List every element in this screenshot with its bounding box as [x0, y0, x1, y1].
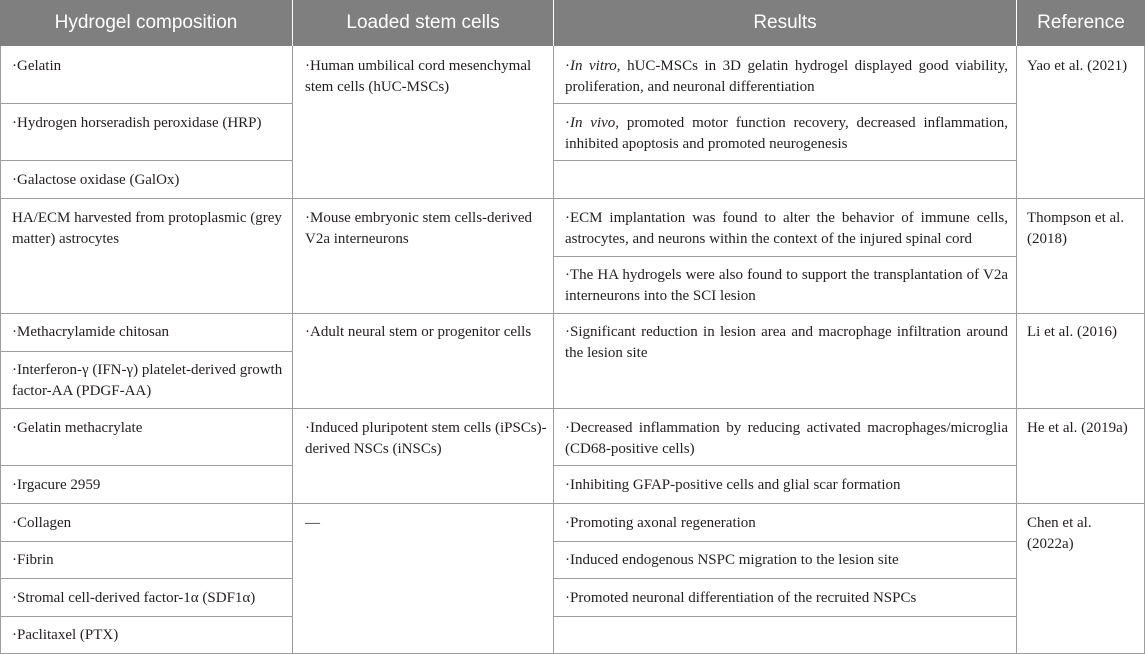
- composition-cell: ·Gelatin: [12, 58, 62, 74]
- stem-cells-cell: ·Induced pluripotent stem cells (iPSCs)-derived NSCs (iNSCs): [305, 420, 547, 457]
- subrow-divider: [553, 541, 1017, 542]
- subrow-divider: [0, 351, 293, 352]
- stem-cells-cell: —: [305, 515, 320, 531]
- subrow-divider: [553, 103, 1017, 104]
- row-group-divider: [0, 313, 1145, 314]
- subrow-divider: [553, 616, 1017, 617]
- row-group-divider: [0, 408, 1145, 409]
- composition-cell: ·Galactose oxidase (GalOx): [12, 172, 180, 188]
- column-divider: [553, 46, 554, 654]
- composition-cell: ·Irgacure 2959: [12, 477, 101, 493]
- composition-cell: ·Interferon-γ (IFN-γ) platelet-derived growth factor-AA (PDGF-AA): [12, 362, 283, 399]
- results-cell: ·In vitro, hUC-MSCs in 3D gelatin hydrogel displayed good viability, proliferation, and neuronal differentiation: [565, 58, 1008, 95]
- composition-cell: ·Stromal cell-derived factor-1α (SDF1α): [12, 590, 256, 606]
- subrow-divider: [0, 160, 293, 161]
- reference-cell: Li et al. (2016): [1027, 324, 1117, 340]
- results-cell: ·Promoted neuronal differentiation of the recruited NSPCs: [565, 590, 917, 606]
- subrow-divider: [0, 541, 293, 542]
- results-cell: ·The HA hydrogels were also found to support the transplantation of V2a interneurons into the SCI lesion: [565, 267, 1008, 304]
- results-cell: ·Promoting axonal regeneration: [565, 515, 756, 531]
- subrow-divider: [553, 465, 1017, 466]
- header-results: Results: [753, 12, 817, 33]
- row-group-divider: [0, 503, 1145, 504]
- stem-cells-cell: ·Human umbilical cord mesenchymal stem cells (hUC-MSCs): [305, 58, 532, 95]
- results-cell: ·In vivo, promoted motor function recovery, decreased inflammation, inhibited apoptosis and promoted neurogenesis: [565, 115, 1009, 152]
- composition-cell: ·Hydrogen horseradish peroxidase (HRP): [12, 115, 262, 131]
- stem-cells-cell: ·Adult neural stem or progenitor cells: [305, 324, 532, 340]
- results-cell: ·Induced endogenous NSPC migration to the lesion site: [565, 552, 899, 568]
- composition-cell: ·Gelatin methacrylate: [12, 420, 143, 436]
- results-cell: ·Decreased inflammation by reducing activated macrophages/microglia (CD68-positive cells): [565, 420, 1008, 457]
- results-cell: ·Significant reduction in lesion area and macrophage infiltration around the lesion site: [565, 324, 1008, 361]
- reference-cell: Yao et al. (2021): [1027, 58, 1128, 74]
- composition-cell: HA/ECM harvested from protoplasmic (grey matter) astrocytes: [12, 210, 282, 247]
- header-loaded-stem-cells: Loaded stem cells: [346, 12, 500, 33]
- composition-cell: ·Methacrylamide chitosan: [12, 324, 170, 340]
- composition-cell: ·Fibrin: [12, 552, 54, 568]
- subrow-divider: [553, 160, 1017, 161]
- header-reference: Reference: [1037, 12, 1125, 33]
- column-divider: [1016, 46, 1017, 654]
- subrow-divider: [0, 616, 293, 617]
- subrow-divider: [0, 103, 293, 104]
- reference-cell: Chen et al. (2022a): [1027, 515, 1092, 552]
- row-group-divider: [0, 198, 1145, 199]
- composition-cell: ·Paclitaxel (PTX): [12, 627, 119, 643]
- subrow-divider: [0, 465, 293, 466]
- composition-cell: ·Collagen: [12, 515, 72, 531]
- results-cell: ·Inhibiting GFAP-positive cells and glial scar formation: [565, 477, 901, 493]
- table-border-left: [0, 46, 1, 654]
- reference-cell: He et al. (2019a): [1027, 420, 1128, 436]
- header-hydrogel-composition: Hydrogel composition: [54, 12, 238, 33]
- stem-cells-cell: ·Mouse embryonic stem cells-derived V2a interneurons: [305, 210, 533, 247]
- results-cell: ·ECM implantation was found to alter the behavior of immune cells, astrocytes, and neurons within the context of the injured spinal cord: [565, 210, 1008, 247]
- subrow-divider: [553, 256, 1017, 257]
- reference-cell: Thompson et al. (2018): [1027, 210, 1125, 247]
- column-divider: [292, 46, 293, 654]
- subrow-divider: [0, 578, 293, 579]
- subrow-divider: [553, 578, 1017, 579]
